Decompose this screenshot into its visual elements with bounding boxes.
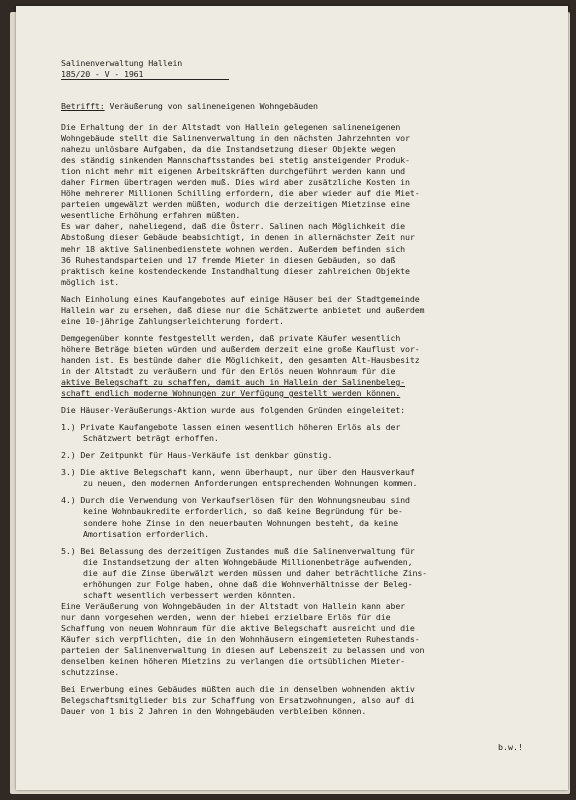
text-line: daher Firmen übertragen werden muß. Dies wird aber zusätzliche Kosten in: [61, 177, 410, 188]
paragraph: [61, 601, 556, 678]
text-line: Durch die Verwendung von Verkaufserlösen für den Wohnungsneubau sind: [80, 495, 410, 506]
text-line: parteien umgewälzt werden müßten, wodurch die derzeitigen Mietzinse eine: [61, 199, 410, 210]
text-line: schaft endlich moderne Wohnungen zur Verfügung gestellt werden können.: [61, 388, 401, 399]
text-line: Private Kaufangebote lassen einen wesentlich höheren Erlös als der: [80, 422, 401, 433]
list-item: [61, 546, 556, 601]
letter-header: [61, 58, 556, 80]
text-line: höhere Beträge bieten würden und außerdem derzeit eine große Kauflust vor-: [61, 343, 420, 354]
text-line: die auf die Zinse überwälzt werden müssen und daher beträchtliche Zins-: [83, 567, 428, 578]
text-line: Bei Belassung des derzeitigen Zustandes muß die Salinenverwaltung für: [80, 545, 415, 556]
paragraph: [61, 294, 556, 327]
text-line: Die Erhaltung der in der Altstadt von Hallein gelegenen salineneigenen: [61, 122, 401, 132]
text-line: möglich ist.: [61, 276, 120, 287]
text-line: zu neuen, den modernen Anforderungen entsprechenden Wohnungen kommen.: [83, 478, 418, 489]
letter-body: [61, 122, 556, 717]
text-line: Nach Einholung eines Kaufangebotes auf einige Häuser bei der Stadtgemeinde: [61, 293, 420, 304]
organization-name: Salinenverwaltung Hallein: [61, 58, 183, 68]
text-line: Käufer sich verpflichten, die in den Wohnhäusern eingemieteten Ruhestands-: [61, 633, 420, 644]
subject-label: Betrifft:: [61, 101, 105, 111]
paragraph: [61, 221, 556, 287]
text-line: wesentliche Erhöhung erfahren müßten.: [61, 210, 241, 221]
text-line: Abstoßung dieser Gebäude beabsichtigt, in denen in allernächster Zeit nur: [61, 232, 415, 243]
paragraph: [61, 405, 556, 416]
text-line: Schätzwert beträgt erhoffen.: [83, 433, 219, 444]
text-line: Die Häuser-Veräußerungs-Aktion wurde aus folgenden Gründen eingeleitet:: [61, 405, 406, 416]
text-line: Wohngebäude stellt die Salinenverwaltung in den nächsten Jahrzehnten vor: [61, 133, 410, 144]
document-sheet: [16, 6, 568, 790]
item-number: 1.): [61, 422, 76, 433]
text-line: aktive Belegschaft zu schaffen, damit auch in Hallein der Salinenbeleg-: [61, 377, 406, 388]
item-number: 5.): [61, 545, 76, 556]
paragraph: [61, 333, 556, 399]
text-line: tion nicht mehr mit eigenen Arbeitskräften durchgeführt werden kann und: [61, 166, 406, 177]
text-line: nur dann vorgesehen werden, wenn der hiebei erzielbare Erlös für die: [61, 611, 391, 622]
text-line: Belegschaftsmitglieder bis zur Schaffung von Ersatzwohnungen, also auf di: [61, 695, 415, 706]
item-number: 3.): [61, 467, 76, 478]
list-item: [61, 450, 556, 461]
item-number: 2.): [61, 450, 76, 461]
text-line: Hallein war zu ersehen, daß diese nur die Schätzwerte anbietet und außerdem: [61, 304, 425, 315]
subject-text: Veräußerung von salineneigenen Wohngebäuden: [109, 101, 318, 111]
text-line: Schaffung von neuem Wohnraum für die aktive Belegschaft ausreicht und die: [61, 622, 415, 633]
text-line: eine 10-jährige Zahlungserleichterung fordert.: [61, 315, 284, 326]
text-line: Die aktive Belegschaft kann, wenn überhaupt, nur über den Hausverkauf: [80, 467, 415, 478]
text-line: nahezu unlösbare Aufgaben, da die Instandsetzung dieser Objekte wegen: [61, 144, 396, 155]
subject-line: [61, 101, 556, 112]
text-line: Demgegenüber konnte festgestellt werden, daß private Käufer wesentlich: [61, 332, 401, 343]
text-line: die Instandsetzung der alten Wohngebäude Millionenbeträge aufwenden,: [83, 556, 413, 567]
text-line: praktisch keine kostendeckende Instandhaltung dieser zahlreichen Objekte: [61, 265, 410, 276]
text-line: Dauer von 1 bis 2 Jahren in den Wohngebäuden verbleiben können.: [61, 706, 367, 717]
page-turn-note: b.w.!: [498, 742, 523, 752]
text-line: schaft wesentlich verbessert werden könnten.: [83, 589, 297, 600]
text-line: Der Zeitpunkt für Haus-Verkäufe ist denkbar günstig.: [80, 450, 333, 461]
reference-number: 185/20 - V - 1961: [61, 69, 144, 80]
list-item: [61, 422, 556, 444]
text-line: handen ist. Es bestünde daher die Möglichkeit, den gesamten Alt-Hausbesitz: [61, 354, 420, 365]
text-line: schutzzinse.: [61, 667, 120, 678]
text-line: erhöhungen zur Folge haben, ohne daß die Wohnverhältnisse der Beleg-: [83, 578, 413, 589]
list-item: [61, 467, 556, 489]
paragraph: [61, 684, 556, 717]
text-line: mehr 18 aktive Salinenbedienstete wohnen werden. Außerdem befinden sich: [61, 243, 406, 254]
text-line: keine Wohnbaukredite erforderlich, so daß keine Begründung für be-: [83, 506, 403, 517]
text-line: des ständig sinkenden Mannschaftsstandes bei stetig ansteigender Produk-: [61, 155, 410, 166]
paragraph: [61, 122, 556, 221]
list-item: [61, 495, 556, 539]
text-line: in der Altstadt zu veräußern und für den Erlös neuen Wohnraum für die: [61, 365, 396, 376]
text-line: Es war daher, naheliegend, daß die Österr. Salinen nach Möglichkeit die: [61, 221, 406, 232]
text-line: parteien der Salinenverwaltung in diesen auf Lebenszeit zu belassen und von: [61, 645, 425, 656]
text-line: Amortisation erforderlich.: [83, 528, 209, 539]
text-line: sondere hohe Zinse in den neuerbauten Wohnungen besteht, da keine: [83, 517, 398, 528]
text-line: 36 Ruhestandsparteien und 17 fremde Mieter in diesen Gebäuden, so daß: [61, 254, 396, 265]
text-line: denselben keinen höheren Mietzins zu verlangen die ortsüblichen Mieter-: [61, 656, 406, 667]
text-line: Bei Erwerbung eines Gebäudes müßten auch die in denselben wohnenden aktiv: [61, 684, 415, 695]
text-line: Eine Veräußerung von Wohngebäuden in der Altstadt von Hallein kann aber: [61, 600, 406, 611]
text-line: Höhe mehrerer Millionen Schilling erfordern, die aber wieder auf die Miet-: [61, 188, 420, 199]
item-number: 4.): [61, 495, 76, 506]
